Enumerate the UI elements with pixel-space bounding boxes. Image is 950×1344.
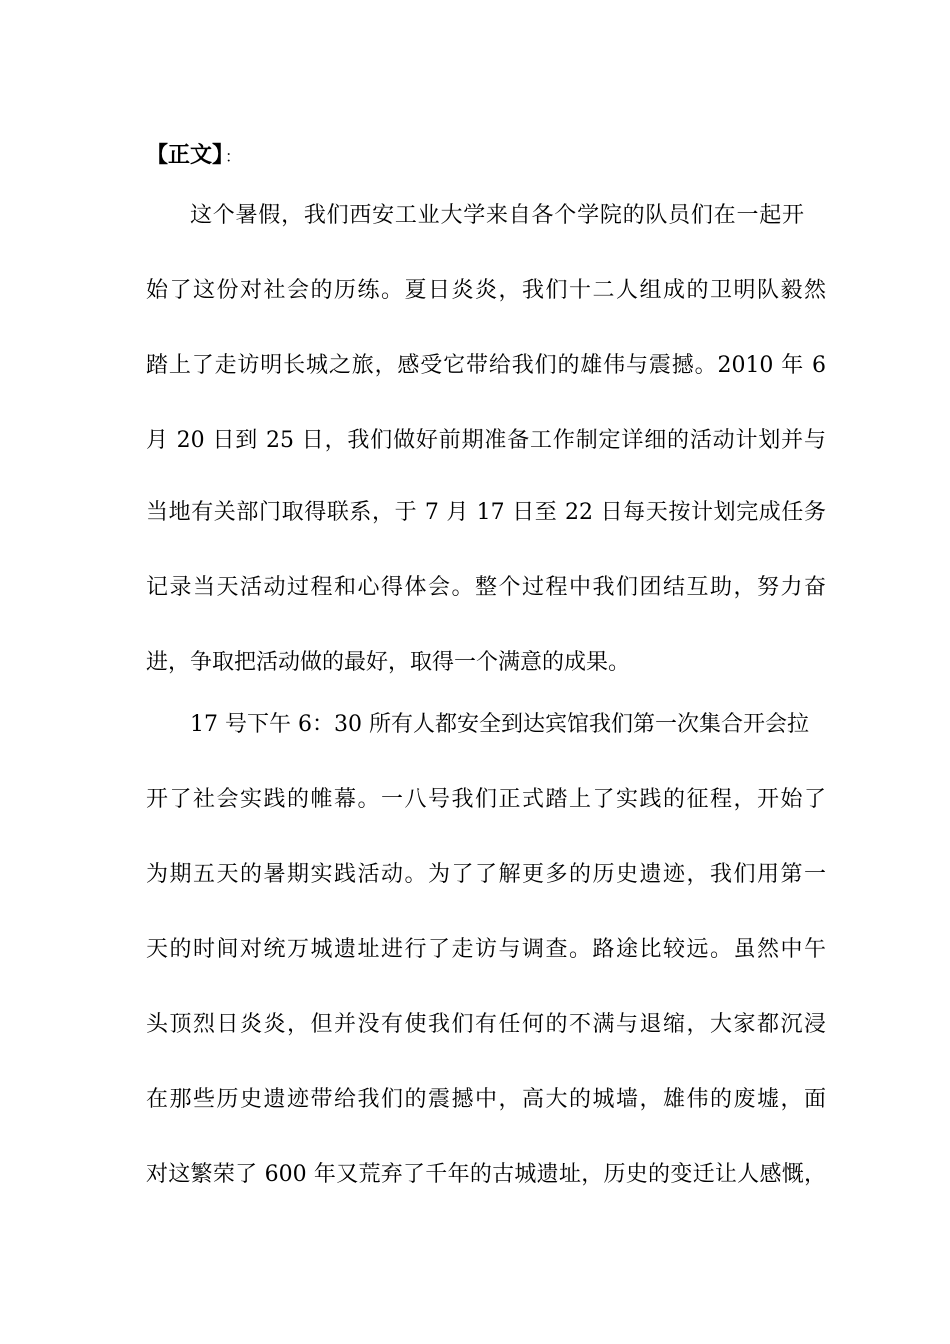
section-heading — [146, 140, 241, 172]
paragraph-2-line-2: 开了社会实践的帷幕。一八号我们正式踏上了实践的征程，开始了 — [146, 787, 826, 812]
heading-colon: ： — [225, 147, 242, 166]
paragraph-2-line-4: 天的时间对统万城遗址进行了走访与调查。路途比较远。虽然中午 — [146, 937, 826, 962]
heading-title: 【正文】 — [146, 142, 224, 168]
paragraph-2-line-6: 在那些历史遗迹带给我们的震撼中，高大的城墙，雄伟的废墟，面 — [146, 1087, 826, 1112]
paragraph-1-line-4: 月 20 日到 25 日，我们做好前期准备工作制定详细的活动计划并与 — [146, 428, 826, 453]
paragraph-2-line-5: 头顶烈日炎炎，但并没有使我们有任何的不满与退缩，大家都沉浸 — [146, 1012, 826, 1037]
paragraph-1-line-5: 当地有关部门取得联系，于 7 月 17 日至 22 日每天按计划完成任务 — [146, 500, 826, 525]
paragraph-1-line-2: 始了这份对社会的历练。夏日炎炎，我们十二人组成的卫明队毅然 — [146, 278, 826, 303]
paragraph-1-line-1: 这个暑假，我们西安工业大学来自各个学院的队员们在一起开 — [190, 203, 804, 228]
paragraph-2-line-3: 为期五天的暑期实践活动。为了了解更多的历史遗迹，我们用第一 — [146, 862, 826, 887]
paragraph-1-line-7: 进，争取把活动做的最好，取得一个满意的成果。 — [146, 650, 631, 675]
paragraph-2-line-7: 对这繁荣了 600 年又荒弃了千年的古城遗址，历史的变迁让人感慨， — [146, 1162, 826, 1187]
paragraph-1-line-3: 踏上了走访明长城之旅，感受它带给我们的雄伟与震撼。2010 年 6 — [146, 353, 826, 378]
paragraph-1-line-6: 记录当天活动过程和心得体会。整个过程中我们团结互助，努力奋 — [146, 575, 826, 600]
paragraph-2-line-1: 17 号下午 6：30 所有人都安全到达宾馆我们第一次集合开会拉 — [190, 712, 809, 737]
